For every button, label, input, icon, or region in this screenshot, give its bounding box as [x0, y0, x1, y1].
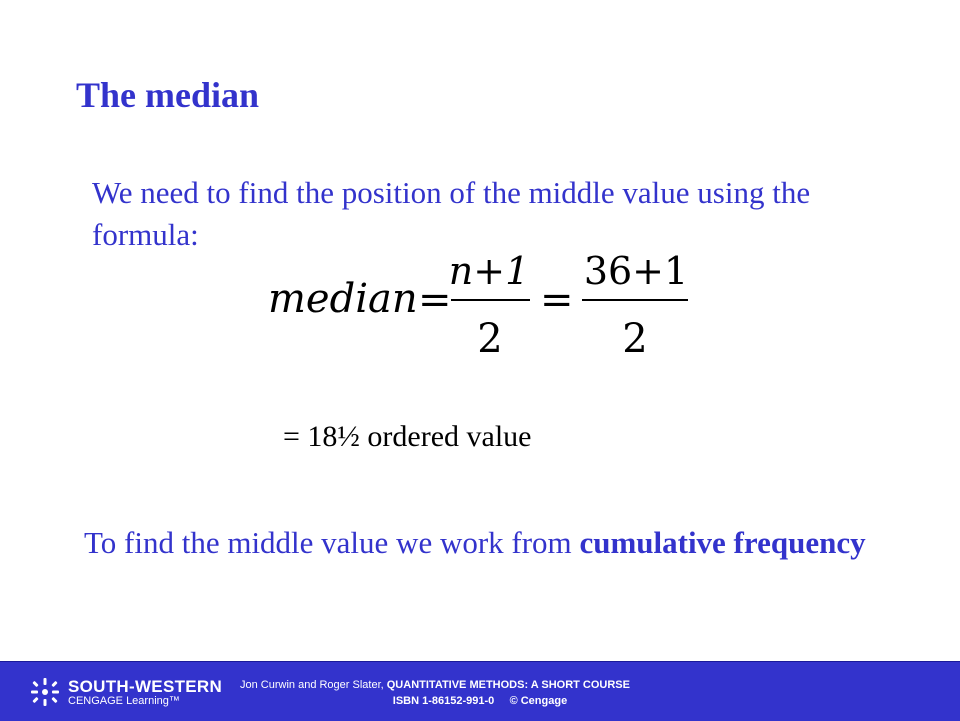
- formula-lhs: median: [268, 276, 418, 322]
- authors: Jon Curwin and Roger Slater,: [240, 679, 387, 691]
- star-burst-icon: [28, 676, 62, 708]
- slide-title: The median: [76, 75, 260, 115]
- isbn: ISBN 1-86152-991-0: [392, 695, 495, 707]
- formula-eq-1: =: [418, 277, 452, 323]
- credit-line-2: [240, 693, 720, 709]
- fraction-2-numerator: 36+1: [583, 252, 689, 293]
- logo-tm: ™: [168, 695, 180, 707]
- fraction-1-numerator: n+1: [448, 252, 530, 293]
- intro-text: We need to find the position of the middle value using the formula:: [92, 175, 811, 252]
- publisher-logo: [28, 674, 228, 710]
- outro-emphasis: cumulative frequency: [579, 525, 866, 560]
- book-credit: [240, 677, 800, 709]
- fraction-1-denominator: 2: [477, 316, 503, 362]
- median-formula: [268, 252, 708, 362]
- copyright: © Cengage: [509, 695, 568, 707]
- logo-subtitle: [68, 695, 180, 707]
- credit-line-1: [240, 677, 800, 693]
- result-text: = 18½ ordered value: [283, 420, 532, 453]
- logo-sub-text: CENGAGE Learning: [68, 695, 169, 707]
- footer-bar: [0, 661, 960, 721]
- formula-eq-2: =: [540, 277, 574, 323]
- logo-name: SOUTH-WESTERN: [68, 677, 223, 696]
- outro-lead: To find the middle value we work from: [84, 525, 580, 560]
- outro-text: [84, 522, 904, 564]
- fraction-2-denominator: 2: [622, 316, 648, 362]
- book-title: QUANTITATIVE METHODS: A SHORT COURSE: [386, 679, 630, 691]
